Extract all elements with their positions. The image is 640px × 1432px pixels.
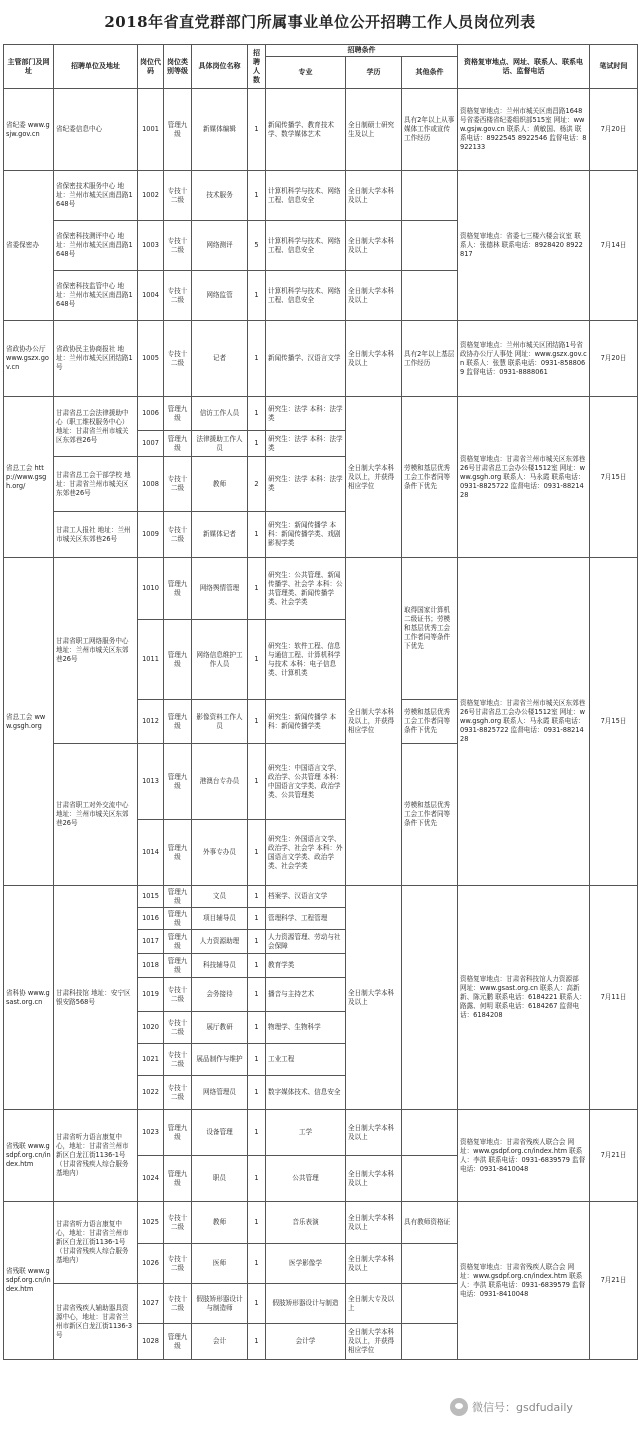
major-cell: 公共管理 [266, 1156, 346, 1202]
code-cell: 1027 [138, 1284, 164, 1324]
table-row [4, 89, 638, 171]
code-cell: 1017 [138, 930, 164, 954]
num-cell: 1 [248, 908, 266, 930]
table-row [4, 171, 638, 221]
post-name-cell: 技术服务 [192, 171, 248, 221]
num-cell: 1 [248, 620, 266, 700]
unit-cell: 甘肃省职工对外交流中心 地址：兰州市城关区东郊巷26号 [54, 744, 138, 886]
dept-cell: 省委保密办 [4, 171, 54, 321]
other-cell [402, 1156, 458, 1202]
edu-cell: 全日制大专及以上 [346, 1284, 402, 1324]
major-cell: 新闻传播学、汉语言文学 [266, 321, 346, 397]
header-name: 具体岗位名称 [192, 45, 248, 89]
code-cell: 1028 [138, 1324, 164, 1360]
code-cell: 1001 [138, 89, 164, 171]
type-cell: 专技十二级 [164, 1076, 192, 1110]
post-name-cell: 网络监管 [192, 271, 248, 321]
post-name-cell: 教师 [192, 1202, 248, 1244]
time-cell: 7月15日 [590, 558, 638, 886]
table-row [4, 397, 638, 431]
table-row [4, 558, 638, 620]
num-cell: 1 [248, 1244, 266, 1284]
other-cell: 劳模和基层优秀工会工作者同等条件下优先 [402, 700, 458, 744]
num-cell: 1 [248, 171, 266, 221]
edu-cell: 全日制大学本科及以上 [346, 1156, 402, 1202]
post-name-cell: 网络测评 [192, 221, 248, 271]
dept-cell: 省总工会 www.gsgh.org [4, 558, 54, 886]
major-cell: 研究生：法学 本科：法学类 [266, 431, 346, 457]
major-cell: 假肢矫形器设计与制造 [266, 1284, 346, 1324]
header-code: 岗位代码 [138, 45, 164, 89]
time-cell: 7月11日 [590, 886, 638, 1110]
num-cell: 1 [248, 820, 266, 886]
table-row [4, 886, 638, 908]
unit-cell: 甘肃省总工会法律援助中心（职工维权服务中心） 地址：甘肃省兰州市城关区东郊巷26号 [54, 397, 138, 457]
post-name-cell: 网络信息维护工作人员 [192, 620, 248, 700]
num-cell: 1 [248, 321, 266, 397]
major-cell: 管理科学、工程管理 [266, 908, 346, 930]
time-cell: 7月20日 [590, 89, 638, 171]
type-cell: 管理九级 [164, 89, 192, 171]
num-cell: 1 [248, 431, 266, 457]
type-cell: 管理九级 [164, 1156, 192, 1202]
major-cell: 研究生：法学 本科：法学类 [266, 457, 346, 512]
code-cell: 1014 [138, 820, 164, 886]
page-title: 2018年省直党群部门所属事业单位公开招聘工作人员岗位列表 [104, 13, 536, 31]
num-cell: 1 [248, 886, 266, 908]
num-cell: 1 [248, 930, 266, 954]
major-cell: 计算机科学与技术、网络工程、信息安全 [266, 221, 346, 271]
major-cell: 教育学类 [266, 954, 346, 978]
num-cell: 1 [248, 1076, 266, 1110]
positions-table [3, 44, 638, 1360]
time-cell: 7月15日 [590, 397, 638, 558]
edu-cell: 全日制大学本科及以上 [346, 271, 402, 321]
type-cell: 管理九级 [164, 954, 192, 978]
major-cell: 研究生：外国语言文学、政治学、社会学 本科：外国语言文学类、政治学类、社会学类 [266, 820, 346, 886]
post-name-cell: 假肢矫形器设计与制造师 [192, 1284, 248, 1324]
contact-cell: 资格复审地点：兰州市城关区南昌路1648号省委西楼省纪委组织部515室 网址：www.gsjw.gov.cn 联系人：黄敏国、杨洪 联系电话：8922545 8922546 监督电话：8922133 [458, 89, 590, 171]
type-cell: 管理九级 [164, 558, 192, 620]
major-cell: 会计学 [266, 1324, 346, 1360]
num-cell: 1 [248, 89, 266, 171]
other-cell [402, 886, 458, 1110]
type-cell: 管理九级 [164, 431, 192, 457]
other-cell [402, 271, 458, 321]
code-cell: 1023 [138, 1110, 164, 1156]
contact-cell: 资格复审地点：甘肃省兰州市城关区东郊巷26号甘肃省总工会办公楼1512室 网址：www.gsgh.org 联系人：马永霞 联系电话：0931-8825722 监督电话：0931-8821428 [458, 397, 590, 558]
major-cell: 物理学、生物科学 [266, 1012, 346, 1044]
type-cell: 专技十二级 [164, 271, 192, 321]
unit-cell: 省政协民主协商报社 地址：兰州市城关区团结路1号 [54, 321, 138, 397]
other-cell: 劳模和基层优秀工会工作者同等条件下优先 [402, 744, 458, 886]
type-cell: 专技十二级 [164, 221, 192, 271]
code-cell: 1015 [138, 886, 164, 908]
num-cell: 1 [248, 558, 266, 620]
code-cell: 1010 [138, 558, 164, 620]
type-cell: 管理九级 [164, 930, 192, 954]
code-cell: 1026 [138, 1244, 164, 1284]
code-cell: 1004 [138, 271, 164, 321]
type-cell: 专技十二级 [164, 457, 192, 512]
unit-cell: 甘肃省听力语言康复中心，地址：甘肃省兰州市新区白龙江街1136-1号（甘肃省残疾人综合服务基地内） [54, 1110, 138, 1202]
other-cell: 具有教师资格证 [402, 1202, 458, 1244]
post-name-cell: 会务接待 [192, 978, 248, 1012]
major-cell: 播音与主持艺术 [266, 978, 346, 1012]
header-conditions: 招聘条件 [266, 45, 458, 57]
post-name-cell: 医师 [192, 1244, 248, 1284]
header-other: 其他条件 [402, 57, 458, 89]
time-cell: 7月14日 [590, 171, 638, 321]
major-cell: 音乐表演 [266, 1202, 346, 1244]
post-name-cell: 人力资源助理 [192, 930, 248, 954]
wechat-icon [450, 1398, 468, 1416]
code-cell: 1025 [138, 1202, 164, 1244]
post-name-cell: 设备管理 [192, 1110, 248, 1156]
code-cell: 1020 [138, 1012, 164, 1044]
edu-cell: 全日制大学本科及以上，并获得相应学位 [346, 558, 402, 886]
post-name-cell: 网络舆情管理 [192, 558, 248, 620]
contact-cell: 资格复审地点：甘肃省残疾人联合会 网址：www.gsdpf.org.cn/index.htm 联系人：李洪 联系电话：0931-6839579 监督电话：0931-8410048 [458, 1110, 590, 1202]
unit-cell: 省保密科技测评中心 地址：兰州市城关区南昌路1648号 [54, 221, 138, 271]
major-cell: 研究生：新闻传播学 本科：新闻传播学类、戏剧影视学类 [266, 512, 346, 558]
type-cell: 专技十二级 [164, 1244, 192, 1284]
major-cell: 数字媒体技术、信息安全 [266, 1076, 346, 1110]
post-name-cell: 外事专办员 [192, 820, 248, 886]
watermark [450, 1394, 630, 1420]
major-cell: 研究生：中国语言文学、政治学、公共管理 本科：中国语言文学类、政治学类、公共管理类 [266, 744, 346, 820]
major-cell: 计算机科学与技术、网络工程、信息安全 [266, 271, 346, 321]
watermark-text: 微信号：gsdfudaily [472, 1401, 573, 1414]
major-cell: 档案学、汉语言文学 [266, 886, 346, 908]
post-name-cell: 影像资料工作人员 [192, 700, 248, 744]
type-cell: 管理九级 [164, 820, 192, 886]
unit-cell: 省保密科技监管中心 地址：兰州市城关区南昌路1648号 [54, 271, 138, 321]
unit-cell: 甘肃省职工网络服务中心 地址：兰州市城关区东郊巷26号 [54, 558, 138, 744]
num-cell: 1 [248, 1284, 266, 1324]
contact-cell: 资格复审地点：甘肃省科技馆人力资源部 网址：www.gsast.org.cn 联系人：高新新、陈元鹏 联系电话：6184221 联系人：路露、何明 联系电话：6184267 监督电话：6184208 [458, 886, 590, 1110]
num-cell: 1 [248, 700, 266, 744]
code-cell: 1005 [138, 321, 164, 397]
contact-cell: 资格复审地点：省委七三楼六楼会议室 联系人：张德林 联系电话：8928420 8922817 [458, 171, 590, 321]
num-cell: 1 [248, 978, 266, 1012]
post-name-cell: 法律援助工作人员 [192, 431, 248, 457]
contact-cell: 资格复审地点：兰州市城关区团结路1号省政协办公厅人事处 网址：www.gszx.gov.cn 联系人：张慧 联系电话：0931-8588069 监督电话：0931-8888061 [458, 321, 590, 397]
major-cell: 计算机科学与技术、网络工程、信息安全 [266, 171, 346, 221]
major-cell: 研究生：法学 本科：法学类 [266, 397, 346, 431]
time-cell: 7月21日 [590, 1110, 638, 1202]
other-cell [402, 1284, 458, 1324]
edu-cell: 全日制大学本科及以上 [346, 886, 402, 1110]
post-name-cell: 新媒体记者 [192, 512, 248, 558]
edu-cell: 全日制大学本科及以上 [346, 1110, 402, 1156]
code-cell: 1002 [138, 171, 164, 221]
other-cell: 具有2年以上从事媒体工作或宣传工作经历 [402, 89, 458, 171]
code-cell: 1012 [138, 700, 164, 744]
code-cell: 1022 [138, 1076, 164, 1110]
other-cell [402, 1244, 458, 1284]
type-cell: 专技十二级 [164, 512, 192, 558]
post-name-cell: 港澳台专办员 [192, 744, 248, 820]
post-name-cell: 展品制作与维护 [192, 1044, 248, 1076]
edu-cell: 全日制大学本科及以上 [346, 1202, 402, 1244]
dept-cell: 省科协 www.gsast.org.cn [4, 886, 54, 1110]
num-cell: 1 [248, 1044, 266, 1076]
other-cell: 劳模和基层优秀工会工作者同等条件下优先 [402, 397, 458, 558]
unit-cell: 省保密技术服务中心 地址：兰州市城关区南昌路1648号 [54, 171, 138, 221]
time-cell: 7月21日 [590, 1202, 638, 1360]
code-cell: 1016 [138, 908, 164, 930]
dept-cell: 省总工会 http://www.gsgh.org/ [4, 397, 54, 558]
header-num: 招聘人数 [248, 45, 266, 89]
type-cell: 专技十二级 [164, 1284, 192, 1324]
type-cell: 管理九级 [164, 908, 192, 930]
post-name-cell: 记者 [192, 321, 248, 397]
unit-cell: 省纪委信息中心 [54, 89, 138, 171]
edu-cell: 全日制大学本科及以上 [346, 1244, 402, 1284]
table-row [4, 1110, 638, 1156]
type-cell: 专技十二级 [164, 171, 192, 221]
type-cell: 专技十二级 [164, 1012, 192, 1044]
other-cell [402, 1110, 458, 1156]
num-cell: 1 [248, 1324, 266, 1360]
num-cell: 1 [248, 271, 266, 321]
type-cell: 管理九级 [164, 1110, 192, 1156]
unit-cell: 甘肃工人报社 地址：兰州市城关区东郊巷26号 [54, 512, 138, 558]
header-unit: 招聘单位及地址 [54, 45, 138, 89]
other-cell [402, 171, 458, 221]
type-cell: 管理九级 [164, 744, 192, 820]
type-cell: 管理九级 [164, 397, 192, 431]
major-cell: 新闻传播学、教育技术学、数学媒体艺术 [266, 89, 346, 171]
type-cell: 管理九级 [164, 700, 192, 744]
num-cell: 1 [248, 744, 266, 820]
edu-cell: 全日制大学本科及以上，并获得相应学位 [346, 397, 402, 558]
post-name-cell: 会计 [192, 1324, 248, 1360]
contact-cell: 资格复审地点：甘肃省残疾人联合会 网址：www.gsdpf.org.cn/index.htm 联系人：李洪 联系电话：0931-6839579 监督电话：0931-8410048 [458, 1202, 590, 1360]
other-cell: 取得国家计算机二级证书；劳模和基层优秀工会工作者同等条件下优先 [402, 558, 458, 700]
type-cell: 专技十二级 [164, 321, 192, 397]
code-cell: 1007 [138, 431, 164, 457]
dept-cell: 省纪委 www.gsjw.gov.cn [4, 89, 54, 171]
num-cell: 1 [248, 397, 266, 431]
post-name-cell: 教师 [192, 457, 248, 512]
code-cell: 1021 [138, 1044, 164, 1076]
major-cell: 工业工程 [266, 1044, 346, 1076]
num-cell: 1 [248, 1110, 266, 1156]
post-name-cell: 项目辅导员 [192, 908, 248, 930]
other-cell: 具有2年以上基层工作经历 [402, 321, 458, 397]
dept-cell: 省残联 www.gsdpf.org.cn/index.htm [4, 1110, 54, 1202]
other-cell [402, 1324, 458, 1360]
header-major: 专业 [266, 57, 346, 89]
post-name-cell: 新媒体编辑 [192, 89, 248, 171]
type-cell: 专技十二级 [164, 1044, 192, 1076]
num-cell: 5 [248, 221, 266, 271]
type-cell: 专技十二级 [164, 978, 192, 1012]
unit-cell: 甘肃省听力语言康复中心，地址：甘肃省兰州市新区白龙江街1136-1号（甘肃省残疾人综合服务基地内） [54, 1202, 138, 1284]
num-cell: 1 [248, 1012, 266, 1044]
major-cell: 人力资源管理、劳动与社会保障 [266, 930, 346, 954]
header-edu: 学历 [346, 57, 402, 89]
contact-cell: 资格复审地点：甘肃省兰州市城关区东郊巷26号甘肃省总工会办公楼1512室 网址：www.gsgh.org 联系人：马永霞 联系电话：0931-8825722 监督电话：0931-8821428 [458, 558, 590, 886]
header-dept: 主管部门及网址 [4, 45, 54, 89]
type-cell: 管理九级 [164, 1324, 192, 1360]
major-cell: 研究生：公共管理、新闻传播学、社会学 本科：公共管理类、新闻传播学类、社会学类 [266, 558, 346, 620]
code-cell: 1008 [138, 457, 164, 512]
code-cell: 1019 [138, 978, 164, 1012]
post-name-cell: 文员 [192, 886, 248, 908]
num-cell: 2 [248, 457, 266, 512]
table-row [4, 321, 638, 397]
unit-cell: 甘肃省残疾人辅助器具资源中心，地址：甘肃省兰州市新区白龙江街1136-3号 [54, 1284, 138, 1360]
header-type: 岗位类别等级 [164, 45, 192, 89]
code-cell: 1011 [138, 620, 164, 700]
other-cell [402, 221, 458, 271]
type-cell: 管理九级 [164, 620, 192, 700]
major-cell: 研究生：新闻传播学 本科：新闻传播学类 [266, 700, 346, 744]
post-name-cell: 信访工作人员 [192, 397, 248, 431]
edu-cell: 全日制大学本科及以上 [346, 221, 402, 271]
post-name-cell: 网络管理员 [192, 1076, 248, 1110]
edu-cell: 全日制大学本科及以上 [346, 321, 402, 397]
edu-cell: 全日制硕士研究生及以上 [346, 89, 402, 171]
edu-cell: 全日制大学本科及以上 [346, 171, 402, 221]
num-cell: 1 [248, 512, 266, 558]
code-cell: 1003 [138, 221, 164, 271]
dept-cell: 省残联 www.gsdpf.org.cn/index.htm [4, 1202, 54, 1360]
unit-cell: 甘肃科技馆 地址：安宁区银安路568号 [54, 886, 138, 1110]
post-name-cell: 职员 [192, 1156, 248, 1202]
code-cell: 1009 [138, 512, 164, 558]
dept-cell: 省政协办公厅 www.gszx.gov.cn [4, 321, 54, 397]
code-cell: 1024 [138, 1156, 164, 1202]
edu-cell: 全日制大学本科及以上，并获得相应学位 [346, 1324, 402, 1360]
post-name-cell: 展厅教研 [192, 1012, 248, 1044]
type-cell: 管理九级 [164, 886, 192, 908]
major-cell: 医学影像学 [266, 1244, 346, 1284]
num-cell: 1 [248, 1202, 266, 1244]
code-cell: 1018 [138, 954, 164, 978]
time-cell: 7月20日 [590, 321, 638, 397]
num-cell: 1 [248, 1156, 266, 1202]
header-time: 笔试时间 [590, 45, 638, 89]
post-name-cell: 科技辅导员 [192, 954, 248, 978]
unit-cell: 甘肃省总工会干部学校 地址：甘肃省兰州市城关区东郊巷26号 [54, 457, 138, 512]
num-cell: 1 [248, 954, 266, 978]
table-row [4, 1202, 638, 1244]
major-cell: 研究生：软件工程、信息与通信工程、计算机科学与技术 本科：电子信息类、计算机类 [266, 620, 346, 700]
code-cell: 1006 [138, 397, 164, 431]
code-cell: 1013 [138, 744, 164, 820]
header-contact: 资格复审地点、网址、联系人、联系电话、监督电话 [458, 45, 590, 89]
type-cell: 专技十二级 [164, 1202, 192, 1244]
major-cell: 工学 [266, 1110, 346, 1156]
